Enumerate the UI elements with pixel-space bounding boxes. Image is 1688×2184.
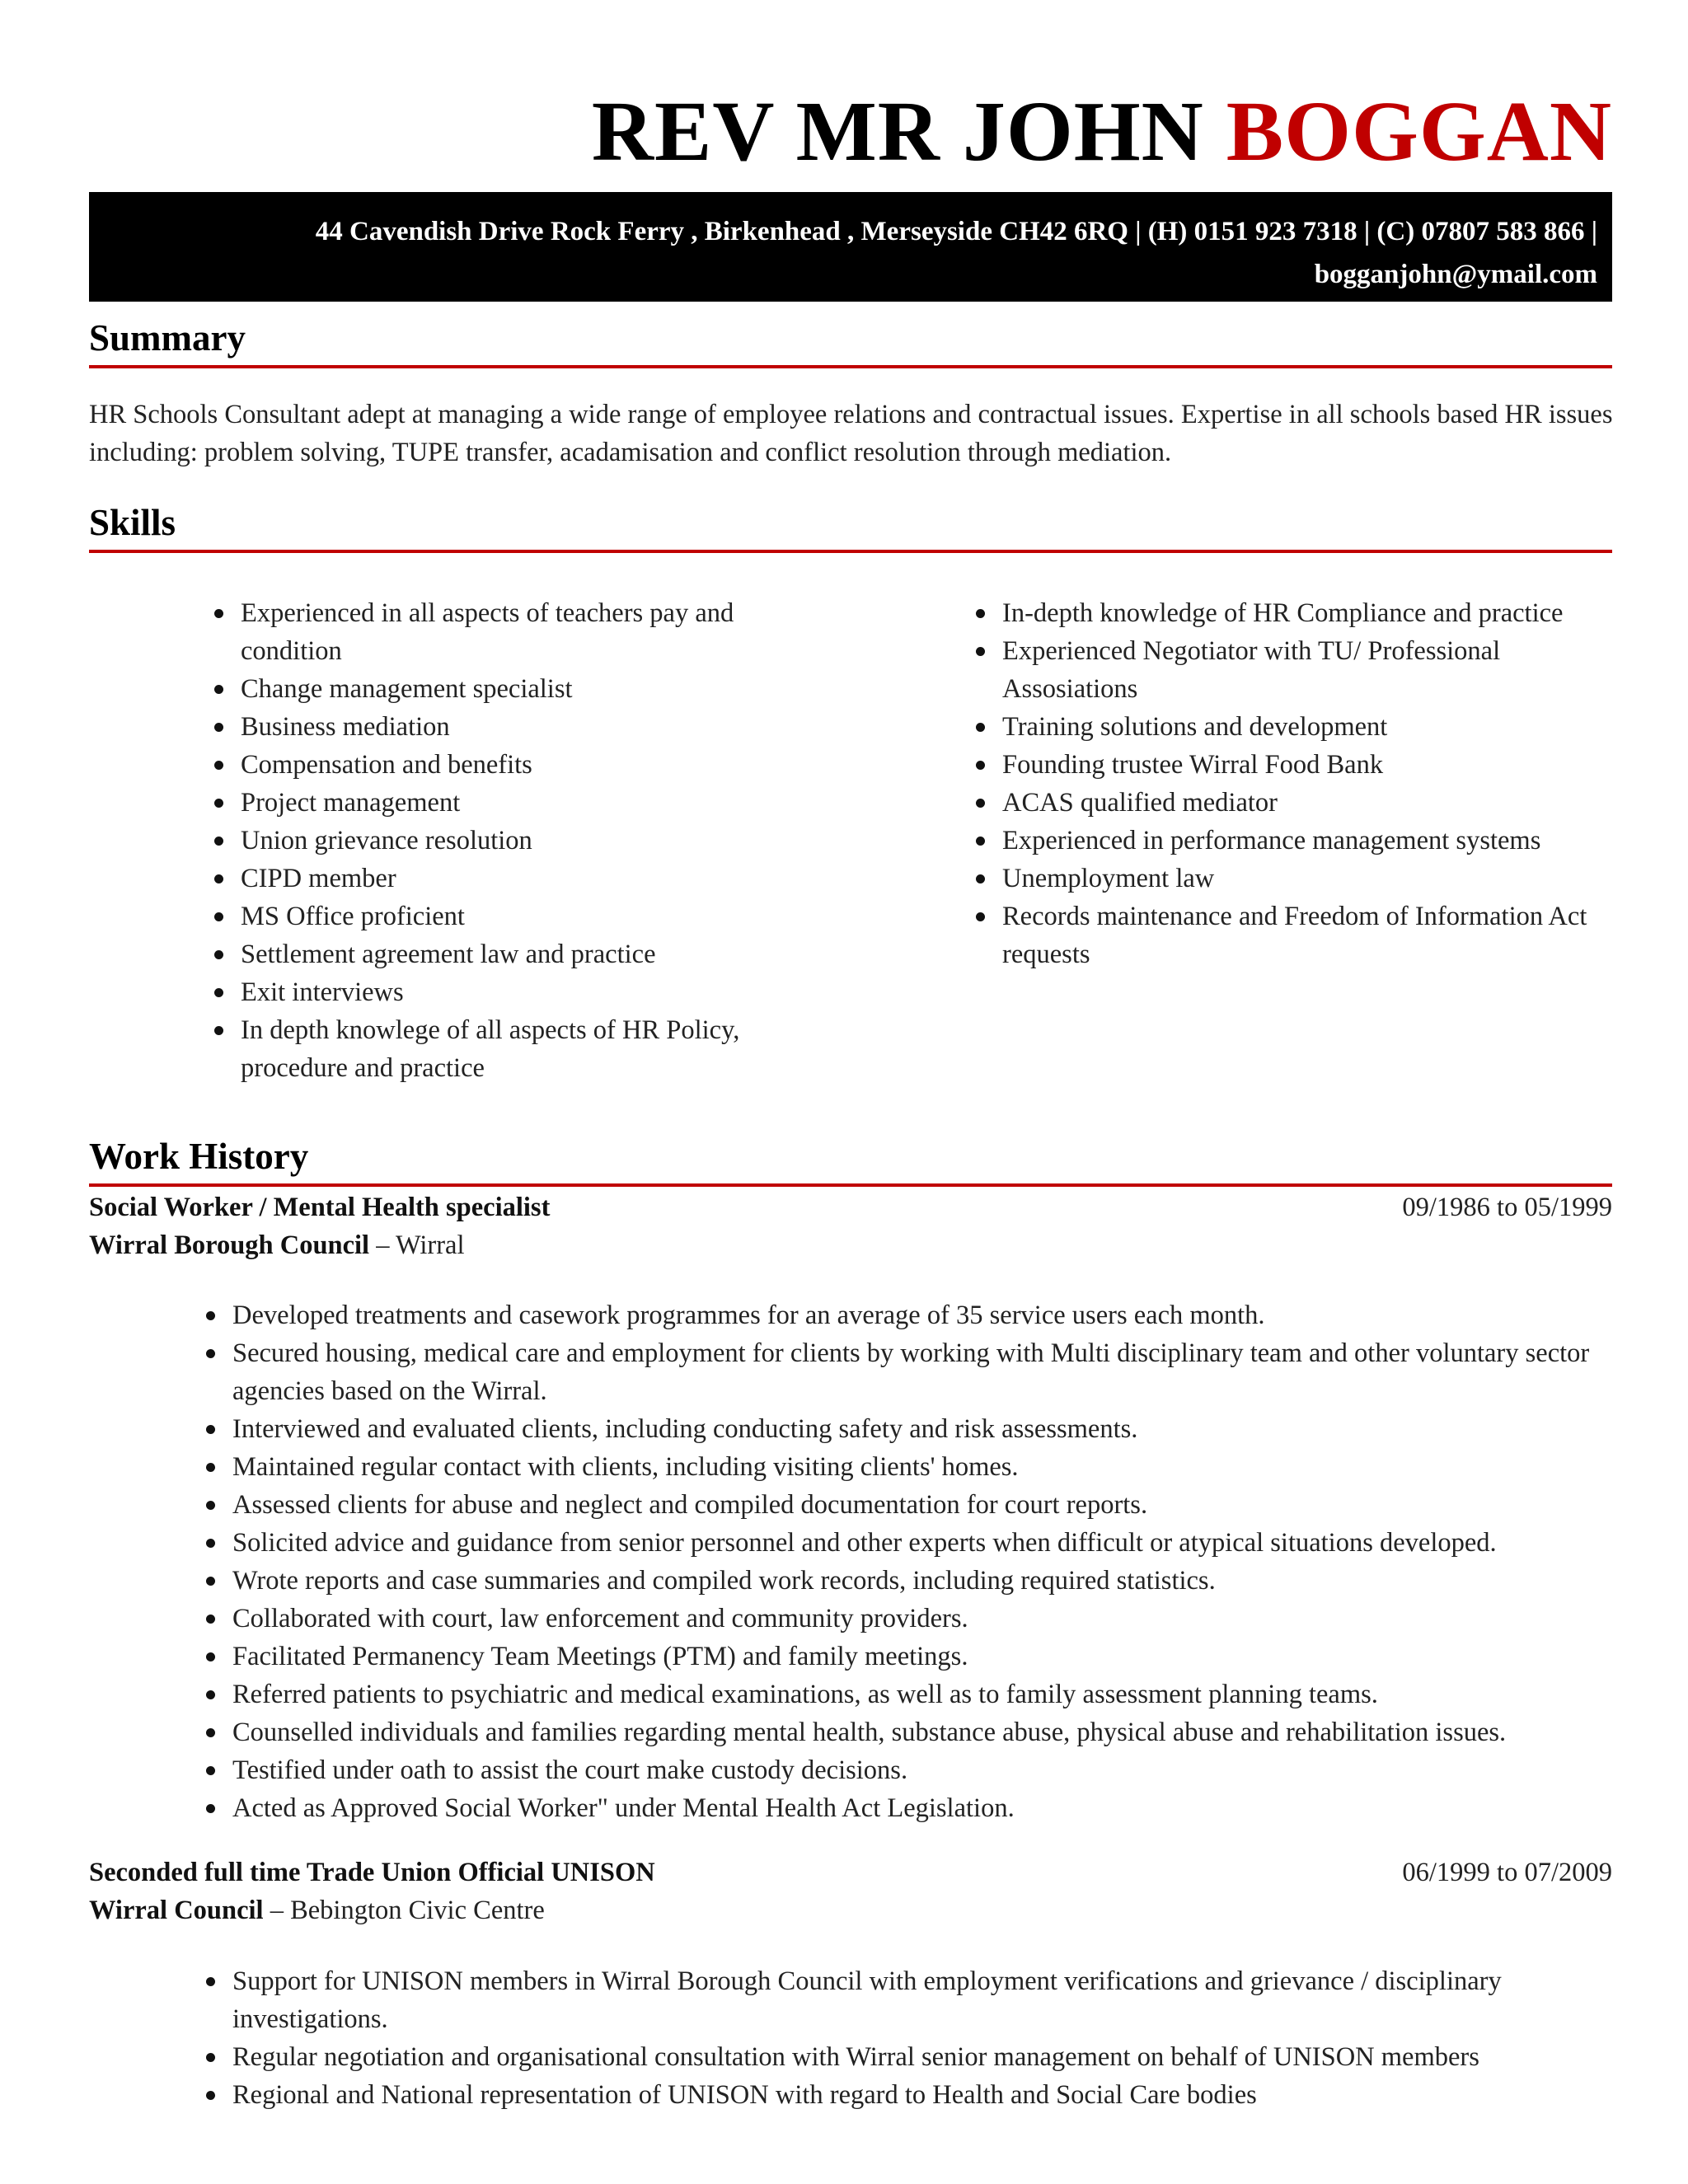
skill-item: Training solutions and development [976,708,1611,746]
skill-item: Business mediation [214,708,841,746]
summary-heading: Summary [89,320,1612,368]
skill-item: Settlement agreement law and practice [214,935,841,973]
skills-heading: Skills [89,504,1612,553]
responsibility-item: Regular negotiation and organisational consultation with Wirral senior management on behalf of UNISON members [206,2038,1615,2076]
skill-item: MS Office proficient [214,898,841,935]
skill-item: Experienced Negotiator with TU/ Professional Assosiations [976,632,1611,708]
first-names: REV MR JOHN [591,84,1204,179]
skill-item: Founding trustee Wirral Food Bank [976,746,1611,784]
skill-item: Union grievance resolution [214,822,841,860]
responsibility-item: Referred patients to psychiatric and medical examinations, as well as to family assessment planning teams. [206,1675,1615,1713]
employer-location: – Bebington Civic Centre [263,1896,545,1925]
job-title: Seconded full time Trade Union Official UNISON [89,1858,655,1887]
job-dates: 09/1986 to 05/1999 [1402,1193,1612,1222]
skill-item: Project management [214,784,841,822]
job-responsibilities [206,1962,1615,2114]
responsibility-item: Testified under oath to assist the court make custody decisions. [206,1751,1615,1789]
skill-item: ACAS qualified mediator [976,784,1611,822]
skill-item: Exit interviews [214,973,841,1011]
skill-item: Records maintenance and Freedom of Information Act requests [976,898,1611,973]
skill-item: Unemployment law [976,860,1611,898]
responsibility-item: Regional and National representation of UNISON with regard to Health and Social Care bodies [206,2076,1615,2114]
employer-name: Wirral Council [89,1896,264,1925]
contact-address-phones: 44 Cavendish Drive Rock Ferry , Birkenhead , Merseyside CH42 6RQ | (H) 0151 923 7318 | (C) 07807 583 866 | [315,217,1597,246]
candidate-name [591,84,1612,179]
responsibility-item: Developed treatments and casework programmes for an average of 35 service users each month. [206,1296,1615,1334]
skills-right-column [976,594,1611,973]
work-history-heading: Work History [89,1138,1612,1187]
responsibility-item: Support for UNISON members in Wirral Borough Council with employment verifications and grievance / disciplinary investigations. [206,1962,1615,2038]
responsibility-item: Solicited advice and guidance from senior personnel and other experts when difficult or atypical situations developed. [206,1524,1615,1562]
last-name: BOGGAN [1226,84,1612,179]
job-responsibilities [206,1296,1615,1827]
responsibility-item: Assessed clients for abuse and neglect and compiled documentation for court reports. [206,1486,1615,1524]
skill-item: Change management specialist [214,670,841,708]
skill-item: Experienced in all aspects of teachers pay and condition [214,594,841,670]
contact-bar [89,192,1612,302]
responsibility-item: Wrote reports and case summaries and compiled work records, including required statistics. [206,1562,1615,1600]
contact-email: bogganjohn@ymail.com [1314,260,1597,289]
skill-item: Compensation and benefits [214,746,841,784]
skill-item: In-depth knowledge of HR Compliance and practice [976,594,1611,632]
responsibility-item: Collaborated with court, law enforcement and community providers. [206,1600,1615,1638]
job-dates: 06/1999 to 07/2009 [1402,1858,1612,1887]
job-employer [89,1896,545,1926]
responsibility-item: Facilitated Permanency Team Meetings (PTM) and family meetings. [206,1638,1615,1675]
responsibility-item: Secured housing, medical care and employment for clients by working with Multi disciplinary team and other voluntary sector agencies based on the Wirral. [206,1334,1615,1410]
responsibility-item: Maintained regular contact with clients, including visiting clients' homes. [206,1448,1615,1486]
employer-name: Wirral Borough Council [89,1230,370,1260]
responsibility-item: Counselled individuals and families regarding mental health, substance abuse, physical abuse and rehabilitation issues. [206,1713,1615,1751]
responsibility-item: Acted as Approved Social Worker" under Mental Health Act Legislation. [206,1789,1615,1827]
skill-item: Experienced in performance management systems [976,822,1611,860]
skill-item: In depth knowlege of all aspects of HR Policy, procedure and practice [214,1011,841,1087]
job-employer [89,1230,465,1261]
summary-text: HR Schools Consultant adept at managing a wide range of employee relations and contractual issues. Expertise in all schools based HR issues including: problem solving, TUPE transfer, acadamisation and conflict resolution through mediation. [89,400,1613,467]
skill-item: CIPD member [214,860,841,898]
employer-location: – Wirral [369,1230,465,1260]
responsibility-item: Interviewed and evaluated clients, including conducting safety and risk assessments. [206,1410,1615,1448]
job-title: Social Worker / Mental Health specialist [89,1193,551,1222]
skills-left-column [214,594,841,1087]
